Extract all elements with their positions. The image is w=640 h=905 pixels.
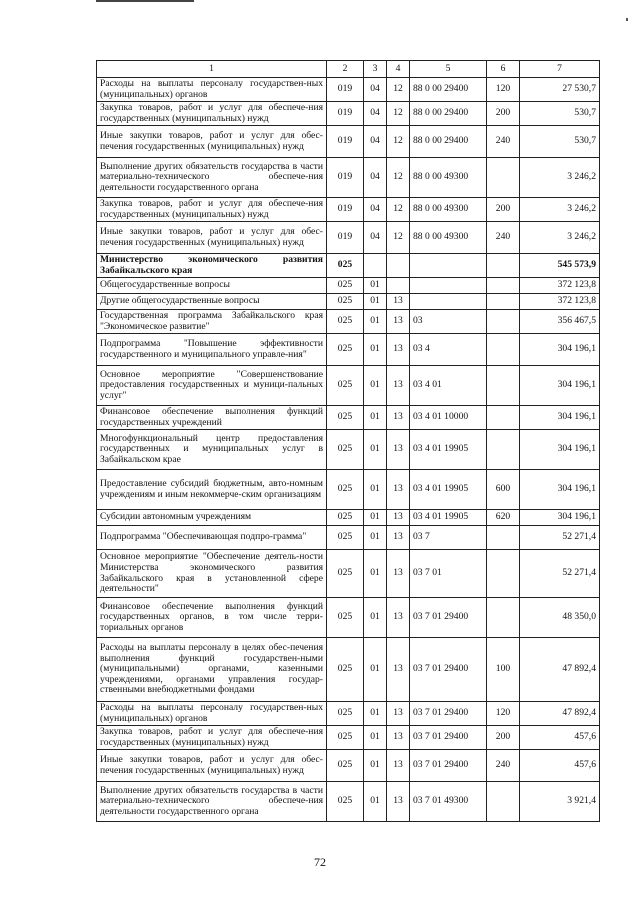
ministry-code-cell: 025 bbox=[327, 294, 364, 310]
table-row bbox=[97, 278, 600, 294]
table-row bbox=[97, 526, 600, 550]
section-code-cell: 01 bbox=[364, 526, 387, 550]
section-code-cell: 04 bbox=[364, 102, 387, 126]
section-code-cell: 01 bbox=[364, 702, 387, 726]
amount-cell: 530,7 bbox=[520, 126, 600, 158]
amount-cell: 356 467,5 bbox=[520, 310, 600, 334]
section-code-cell: 01 bbox=[364, 366, 387, 406]
amount-cell: 52 271,4 bbox=[520, 550, 600, 598]
header-cell: 5 bbox=[410, 61, 487, 78]
target-article-cell: 03 7 01 29400 bbox=[410, 638, 487, 702]
name-cell: Финансовое обеспечение выполнения функций государственных органов, в том числе терри-ториальных органов bbox=[97, 598, 327, 638]
table-row bbox=[97, 366, 600, 406]
target-article-cell: 03 7 bbox=[410, 526, 487, 550]
ministry-code-cell: 025 bbox=[327, 598, 364, 638]
ministry-code-cell: 025 bbox=[327, 782, 364, 822]
amount-cell: 47 892,4 bbox=[520, 702, 600, 726]
table-row bbox=[97, 726, 600, 750]
name-cell: Подпрограмма "Повышение эффективности государственного и муниципального управле-ния" bbox=[97, 334, 327, 366]
section-code-cell: 01 bbox=[364, 598, 387, 638]
amount-cell: 457,6 bbox=[520, 726, 600, 750]
ministry-code-cell: 025 bbox=[327, 702, 364, 726]
amount-cell: 304 196,1 bbox=[520, 510, 600, 526]
target-article-cell: 88 0 00 49300 bbox=[410, 222, 487, 254]
ministry-code-cell: 025 bbox=[327, 366, 364, 406]
scan-artifact-line bbox=[96, 0, 194, 2]
expense-type-cell bbox=[487, 598, 520, 638]
ministry-code-cell: 019 bbox=[327, 126, 364, 158]
name-cell: Закупка товаров, работ и услуг для обеспече-ния государственных (муниципальных) нужд bbox=[97, 102, 327, 126]
section-code-cell: 01 bbox=[364, 294, 387, 310]
section-code-cell: 01 bbox=[364, 550, 387, 598]
subsection-code-cell: 13 bbox=[387, 430, 410, 470]
table-row bbox=[97, 102, 600, 126]
amount-cell: 27 530,7 bbox=[520, 78, 600, 102]
table-row bbox=[97, 702, 600, 726]
subsection-code-cell: 13 bbox=[387, 334, 410, 366]
ministry-code-cell: 025 bbox=[327, 278, 364, 294]
table-row bbox=[97, 222, 600, 254]
ministry-code-cell: 025 bbox=[327, 726, 364, 750]
expense-type-cell: 240 bbox=[487, 126, 520, 158]
amount-cell: 372 123,8 bbox=[520, 294, 600, 310]
header-cell: 1 bbox=[97, 61, 327, 78]
expense-type-cell bbox=[487, 278, 520, 294]
target-article-cell: 03 7 01 29400 bbox=[410, 598, 487, 638]
ministry-code-cell: 025 bbox=[327, 750, 364, 782]
section-code-cell: 01 bbox=[364, 334, 387, 366]
amount-cell: 3 246,2 bbox=[520, 222, 600, 254]
table-row bbox=[97, 470, 600, 510]
target-article-cell: 03 4 01 19905 bbox=[410, 470, 487, 510]
target-article-cell bbox=[410, 278, 487, 294]
ministry-code-cell: 025 bbox=[327, 526, 364, 550]
ministry-code-cell: 025 bbox=[327, 510, 364, 526]
section-code-cell: 01 bbox=[364, 510, 387, 526]
subsection-code-cell: 12 bbox=[387, 102, 410, 126]
expense-type-cell: 600 bbox=[487, 470, 520, 510]
expense-type-cell bbox=[487, 294, 520, 310]
subsection-code-cell: 13 bbox=[387, 294, 410, 310]
header-cell: 4 bbox=[387, 61, 410, 78]
expense-type-cell: 100 bbox=[487, 638, 520, 702]
table-row bbox=[97, 294, 600, 310]
table-row bbox=[97, 310, 600, 334]
table-row bbox=[97, 334, 600, 366]
name-cell: Иные закупки товаров, работ и услуг для обес-печения государственных (муниципальных) нужд bbox=[97, 126, 327, 158]
target-article-cell: 03 4 bbox=[410, 334, 487, 366]
name-cell: Основное мероприятие "Совершенствование предоставления государственных и муници-пальных услуг" bbox=[97, 366, 327, 406]
table-row bbox=[97, 598, 600, 638]
table-row bbox=[97, 126, 600, 158]
amount-cell: 530,7 bbox=[520, 102, 600, 126]
section-code-cell: 01 bbox=[364, 726, 387, 750]
subsection-code-cell: 13 bbox=[387, 702, 410, 726]
section-code-cell: 01 bbox=[364, 406, 387, 430]
subsection-code-cell bbox=[387, 278, 410, 294]
section-code-cell: 04 bbox=[364, 222, 387, 254]
expense-type-cell: 200 bbox=[487, 198, 520, 222]
expense-type-cell bbox=[487, 158, 520, 198]
table-row bbox=[97, 254, 600, 278]
subsection-code-cell: 13 bbox=[387, 310, 410, 334]
section-code-cell: 04 bbox=[364, 158, 387, 198]
section-code-cell: 01 bbox=[364, 782, 387, 822]
name-cell: Закупка товаров, работ и услуг для обеспече-ния государственных (муниципальных) нужд bbox=[97, 726, 327, 750]
target-article-cell: 88 0 00 29400 bbox=[410, 102, 487, 126]
name-cell: Расходы на выплаты персоналу государствен-ных (муниципальных) органов bbox=[97, 702, 327, 726]
subsection-code-cell: 12 bbox=[387, 158, 410, 198]
subsection-code-cell: 13 bbox=[387, 366, 410, 406]
section-code-cell: 01 bbox=[364, 750, 387, 782]
amount-cell: 545 573,9 bbox=[520, 254, 600, 278]
target-article-cell: 03 4 01 19905 bbox=[410, 510, 487, 526]
table-row bbox=[97, 782, 600, 822]
target-article-cell: 03 7 01 bbox=[410, 550, 487, 598]
amount-cell: 457,6 bbox=[520, 750, 600, 782]
expense-type-cell: 620 bbox=[487, 510, 520, 526]
name-cell: Иные закупки товаров, работ и услуг для обес-печения государственных (муниципальных) нужд bbox=[97, 222, 327, 254]
ministry-code-cell: 025 bbox=[327, 310, 364, 334]
subsection-code-cell: 13 bbox=[387, 550, 410, 598]
subsection-code-cell: 13 bbox=[387, 526, 410, 550]
amount-cell: 48 350,0 bbox=[520, 598, 600, 638]
amount-cell: 304 196,1 bbox=[520, 406, 600, 430]
name-cell: Другие общегосударственные вопросы bbox=[97, 294, 327, 310]
expense-type-cell bbox=[487, 782, 520, 822]
name-cell: Расходы на выплаты персоналу государствен-ных (муниципальных) органов bbox=[97, 78, 327, 102]
name-cell: Государственная программа Забайкальского края "Экономическое развитие" bbox=[97, 310, 327, 334]
target-article-cell bbox=[410, 294, 487, 310]
expense-type-cell bbox=[487, 310, 520, 334]
target-article-cell: 03 7 01 29400 bbox=[410, 702, 487, 726]
subsection-code-cell: 13 bbox=[387, 510, 410, 526]
target-article-cell: 03 7 01 29400 bbox=[410, 750, 487, 782]
ministry-code-cell: 019 bbox=[327, 78, 364, 102]
name-cell: Выполнение других обязательств государства в части материально-технического обеспече-ния деятельности государственного органа bbox=[97, 158, 327, 198]
table-body bbox=[97, 61, 600, 822]
section-code-cell: 01 bbox=[364, 470, 387, 510]
target-article-cell: 88 0 00 49300 bbox=[410, 198, 487, 222]
target-article-cell: 03 4 01 bbox=[410, 366, 487, 406]
amount-cell: 304 196,1 bbox=[520, 430, 600, 470]
subsection-code-cell: 13 bbox=[387, 638, 410, 702]
table-row bbox=[97, 750, 600, 782]
expense-type-cell bbox=[487, 366, 520, 406]
amount-cell: 3 921,4 bbox=[520, 782, 600, 822]
ministry-code-cell: 025 bbox=[327, 430, 364, 470]
expense-type-cell bbox=[487, 526, 520, 550]
expense-type-cell bbox=[487, 550, 520, 598]
name-cell: Субсидии автономным учреждениям bbox=[97, 510, 327, 526]
section-code-cell: 01 bbox=[364, 638, 387, 702]
expense-type-cell bbox=[487, 254, 520, 278]
target-article-cell: 03 4 01 19905 bbox=[410, 430, 487, 470]
section-code-cell bbox=[364, 254, 387, 278]
expense-type-cell bbox=[487, 334, 520, 366]
header-cell: 7 bbox=[520, 61, 600, 78]
table-row bbox=[97, 510, 600, 526]
name-cell: Основное мероприятие "Обеспечение деятель-ности Министерства экономического развития Забайкальского края в установленной сфере деятельности" bbox=[97, 550, 327, 598]
section-code-cell: 01 bbox=[364, 430, 387, 470]
name-cell: Многофункциональный центр предоставления государственных и муниципальных услуг в Забайкальском крае bbox=[97, 430, 327, 470]
subsection-code-cell: 13 bbox=[387, 406, 410, 430]
name-cell: Финансовое обеспечение выполнения функций государственных учреждений bbox=[97, 406, 327, 430]
table-row bbox=[97, 430, 600, 470]
subsection-code-cell: 12 bbox=[387, 198, 410, 222]
expense-type-cell: 200 bbox=[487, 726, 520, 750]
budget-table bbox=[96, 60, 600, 822]
name-cell: Предоставление субсидий бюджетным, авто-номным учреждениям и иным некоммерче-ским организациям bbox=[97, 470, 327, 510]
header-cell: 2 bbox=[327, 61, 364, 78]
table-row bbox=[97, 550, 600, 598]
ministry-code-cell: 025 bbox=[327, 406, 364, 430]
table-row bbox=[97, 406, 600, 430]
amount-cell: 372 123,8 bbox=[520, 278, 600, 294]
section-code-cell: 01 bbox=[364, 310, 387, 334]
expense-type-cell: 240 bbox=[487, 750, 520, 782]
amount-cell: 304 196,1 bbox=[520, 470, 600, 510]
target-article-cell: 03 7 01 29400 bbox=[410, 726, 487, 750]
table-row bbox=[97, 78, 600, 102]
ministry-code-cell: 019 bbox=[327, 222, 364, 254]
section-code-cell: 04 bbox=[364, 126, 387, 158]
header-cell: 6 bbox=[487, 61, 520, 78]
name-cell: Общегосударственные вопросы bbox=[97, 278, 327, 294]
subsection-code-cell: 13 bbox=[387, 782, 410, 822]
subsection-code-cell: 12 bbox=[387, 222, 410, 254]
amount-cell: 304 196,1 bbox=[520, 334, 600, 366]
amount-cell: 52 271,4 bbox=[520, 526, 600, 550]
ministry-code-cell: 019 bbox=[327, 102, 364, 126]
header-cell: 3 bbox=[364, 61, 387, 78]
target-article-cell: 88 0 00 29400 bbox=[410, 126, 487, 158]
ministry-code-cell: 025 bbox=[327, 470, 364, 510]
expense-type-cell bbox=[487, 430, 520, 470]
expense-type-cell: 120 bbox=[487, 702, 520, 726]
target-article-cell: 03 7 01 49300 bbox=[410, 782, 487, 822]
expense-type-cell: 200 bbox=[487, 102, 520, 126]
page-number: 72 bbox=[314, 855, 326, 869]
expense-type-cell: 120 bbox=[487, 78, 520, 102]
name-cell: Расходы на выплаты персоналу в целях обес-печения выполнения функций государствен-ными (муниципальными) органами, казенными учреждениями, органами управления государ-ственными внебюджетными фондами bbox=[97, 638, 327, 702]
subsection-code-cell: 13 bbox=[387, 470, 410, 510]
target-article-cell: 03 bbox=[410, 310, 487, 334]
table-row bbox=[97, 158, 600, 198]
amount-cell: 304 196,1 bbox=[520, 366, 600, 406]
subsection-code-cell: 13 bbox=[387, 598, 410, 638]
section-code-cell: 04 bbox=[364, 198, 387, 222]
subsection-code-cell: 13 bbox=[387, 750, 410, 782]
target-article-cell: 88 0 00 49300 bbox=[410, 158, 487, 198]
name-cell: Подпрограмма "Обеспечивающая подпро-грамма" bbox=[97, 526, 327, 550]
name-cell: Закупка товаров, работ и услуг для обеспече-ния государственных (муниципальных) нужд bbox=[97, 198, 327, 222]
ministry-code-cell: 025 bbox=[327, 254, 364, 278]
ministry-code-cell: 025 bbox=[327, 550, 364, 598]
name-cell: Выполнение других обязательств государства в части материально-технического обеспече-ния деятельности государственного органа bbox=[97, 782, 327, 822]
expense-type-cell: 240 bbox=[487, 222, 520, 254]
table-header-row bbox=[97, 61, 600, 78]
amount-cell: 3 246,2 bbox=[520, 198, 600, 222]
expense-type-cell bbox=[487, 406, 520, 430]
section-code-cell: 01 bbox=[364, 278, 387, 294]
target-article-cell: 88 0 00 29400 bbox=[410, 78, 487, 102]
subsection-code-cell: 12 bbox=[387, 126, 410, 158]
ministry-code-cell: 019 bbox=[327, 158, 364, 198]
section-code-cell: 04 bbox=[364, 78, 387, 102]
ministry-code-cell: 025 bbox=[327, 334, 364, 366]
target-article-cell bbox=[410, 254, 487, 278]
subsection-code-cell: 12 bbox=[387, 78, 410, 102]
scan-artifact-dot bbox=[626, 18, 628, 21]
subsection-code-cell bbox=[387, 254, 410, 278]
ministry-code-cell: 019 bbox=[327, 198, 364, 222]
name-cell: Министерство экономического развития Забайкальского края bbox=[97, 254, 327, 278]
table-row bbox=[97, 198, 600, 222]
amount-cell: 47 892,4 bbox=[520, 638, 600, 702]
target-article-cell: 03 4 01 10000 bbox=[410, 406, 487, 430]
name-cell: Иные закупки товаров, работ и услуг для обес-печения государственных (муниципальных) нужд bbox=[97, 750, 327, 782]
subsection-code-cell: 13 bbox=[387, 726, 410, 750]
table-row bbox=[97, 638, 600, 702]
amount-cell: 3 246,2 bbox=[520, 158, 600, 198]
ministry-code-cell: 025 bbox=[327, 638, 364, 702]
